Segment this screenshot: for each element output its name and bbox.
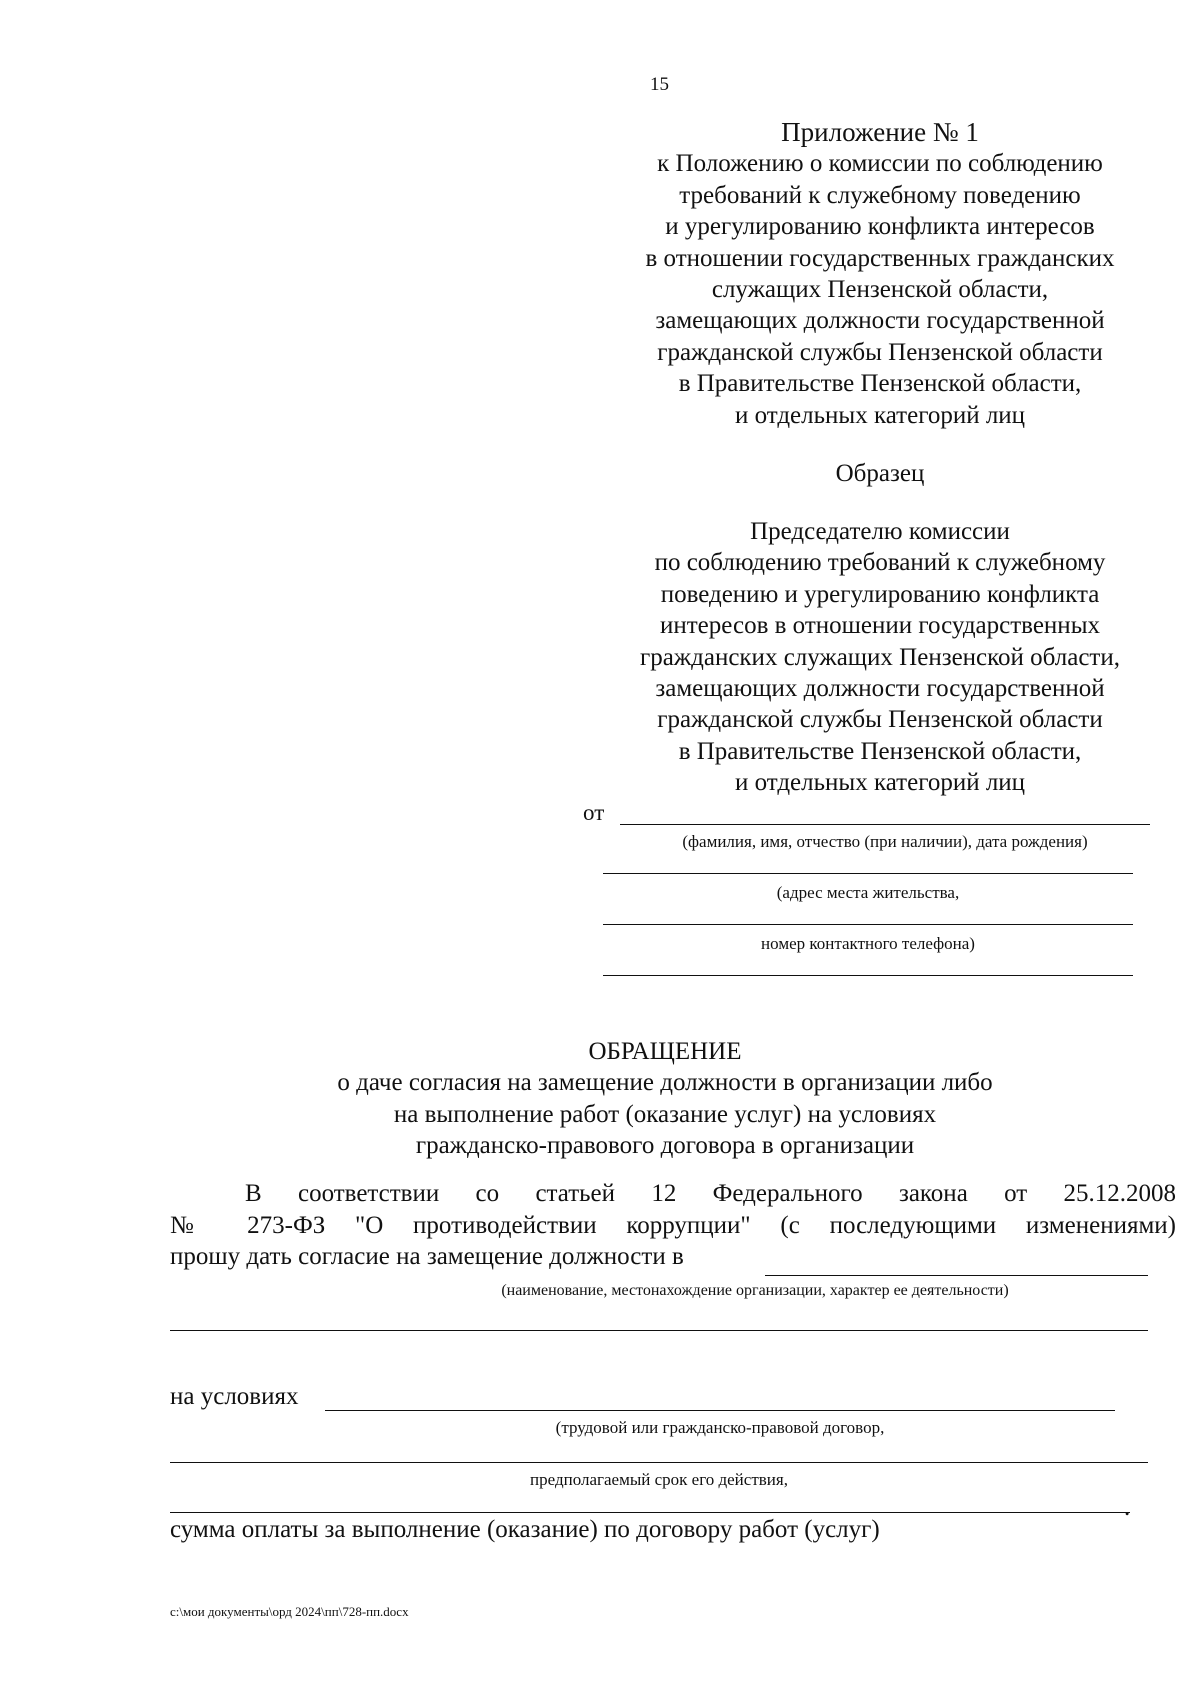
phone-field-line[interactable] <box>603 975 1133 976</box>
organization-hint: (наименование, местонахождение организации, характер ее деятельности) <box>501 1282 1009 1299</box>
title-line: о даче согласия на замещение должности в организации либо <box>337 1069 993 1097</box>
body-line: № 273-ФЗ "О противодействии коррупции" (с последующими изменениями) <box>170 1211 1176 1239</box>
body-line: В соответствии со статьей 12 Федерального закона от 25.12.2008 <box>245 1180 1176 1207</box>
appendix-line: требований к служебному поведению <box>679 181 1081 209</box>
appendix-line: гражданской службы Пензенской области <box>657 338 1103 366</box>
document-title <box>160 1036 1170 1162</box>
conditions-field-line-3[interactable] <box>170 1512 1130 1513</box>
title-line: на выполнение работ (оказание услуг) на условиях <box>393 1100 937 1128</box>
addressee-line: и отдельных категорий лиц <box>734 769 1026 797</box>
appendix-line: замещающих должности государственной <box>655 307 1105 335</box>
appendix-line: и урегулированию конфликта интересов <box>665 213 1095 241</box>
appendix-header <box>560 117 1200 431</box>
from-label: от <box>583 800 605 825</box>
addressee-line: Председателю комиссии <box>750 518 1010 545</box>
organization-field-line[interactable] <box>765 1275 1148 1276</box>
contract-type-hint: (трудовой или гражданско-правовой договор, <box>555 1418 885 1437</box>
appendix-line: в отношении государственных гражданских <box>645 244 1115 272</box>
phone-hint: номер контактного телефона) <box>761 934 975 953</box>
page-number: 15 <box>650 74 669 95</box>
addressee-line: в Правительстве Пензенской области, <box>678 737 1082 765</box>
addressee-line: гражданских служащих Пензенской области, <box>640 643 1120 671</box>
addressee-block <box>560 516 1200 799</box>
appendix-line: Приложение № 1 <box>781 117 979 147</box>
address-field-line[interactable] <box>603 873 1133 874</box>
sum-line: сумма оплаты за выполнение (оказание) по договору работ (услуг) <box>170 1516 880 1543</box>
appendix-line: и отдельных категорий лиц <box>734 401 1026 429</box>
appendix-line: к Положению о комиссии по соблюдению <box>657 150 1103 178</box>
sample-label: Образец <box>835 460 925 487</box>
fio-hint: (фамилия, имя, отчество (при наличии), дата рождения) <box>682 832 1088 851</box>
address-field-line-2[interactable] <box>603 924 1133 925</box>
footer-file-path: c:\мои документы\орд 2024\пп\728-пп.docx <box>170 1604 409 1619</box>
body-line: прошу дать согласие на замещение должности в <box>170 1243 684 1270</box>
addressee-line: замещающих должности государственной <box>655 675 1105 703</box>
contract-term-hint: предполагаемый срок его действия, <box>530 1470 788 1489</box>
fio-field-line[interactable] <box>620 824 1150 825</box>
appendix-line: в Правительстве Пензенской области, <box>678 370 1082 398</box>
conditions-field-line[interactable] <box>325 1410 1115 1411</box>
organization-field-line-2[interactable] <box>170 1330 1148 1331</box>
appendix-line: служащих Пензенской области, <box>711 276 1049 304</box>
conditions-label: на условиях <box>170 1383 299 1410</box>
addressee-line: гражданской службы Пензенской области <box>657 706 1103 734</box>
body-paragraph <box>170 1178 1176 1273</box>
conditions-field-line-2[interactable] <box>170 1462 1148 1463</box>
addressee-line: по соблюдению требований к служебному <box>654 549 1106 577</box>
address-hint: (адрес места жительства, <box>776 883 960 902</box>
addressee-line: поведению и урегулированию конфликта <box>660 580 1100 608</box>
addressee-line: интересов в отношении государственных <box>659 612 1100 640</box>
title-heading: ОБРАЩЕНИЕ <box>588 1038 742 1065</box>
end-dot: . <box>1124 1494 1131 1521</box>
title-line: гражданско-правового договора в организации <box>415 1132 915 1160</box>
